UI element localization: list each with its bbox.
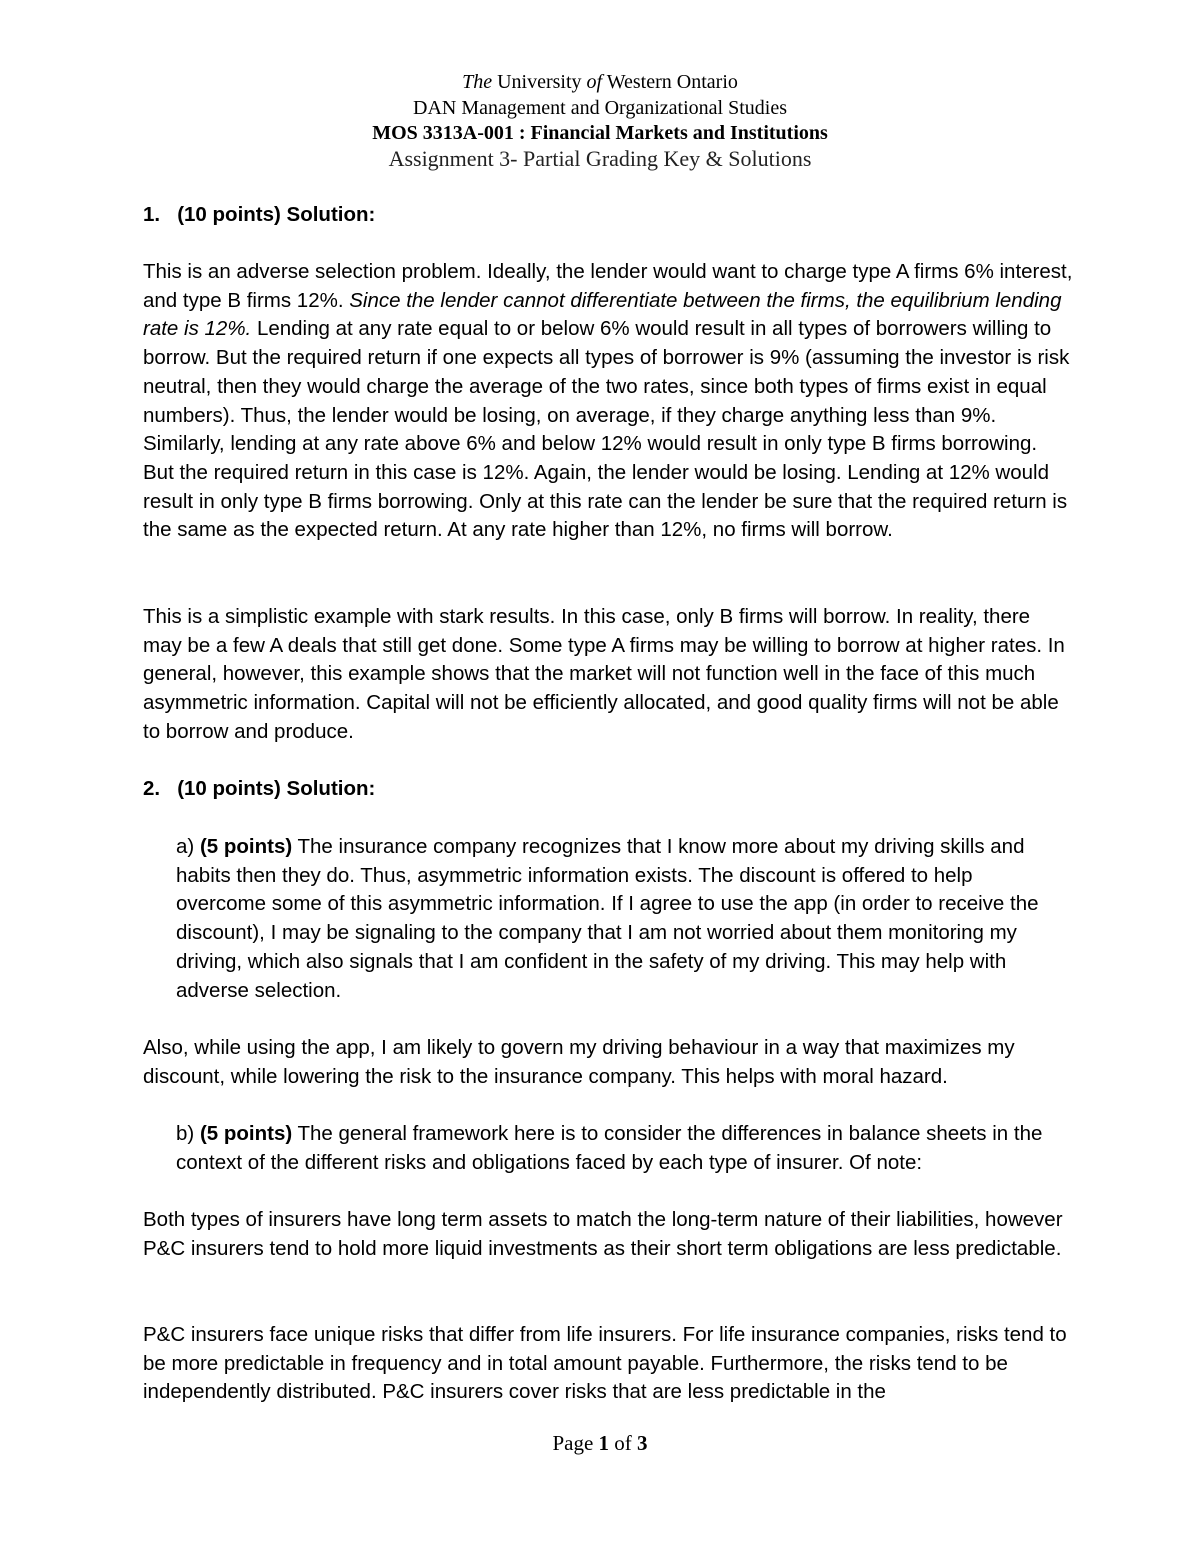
q2-part-a bbox=[176, 833, 1056, 1005]
q2-heading bbox=[143, 775, 1073, 804]
q2-part-b bbox=[176, 1120, 1056, 1177]
q2-a-label: a) bbox=[176, 835, 200, 858]
page-footer bbox=[0, 1430, 1200, 1456]
q2-a-text: The insurance company recognizes that I know more about my driving skills and habits then they do. Thus, asymmetric information exists. The discount is offered to help overcome some of this asymmetric information. If I agree to use the app (in order to receive the discount), I may be signaling to the company that I am not worried about them monitoring my driving, which also signals that I am confident in the safety of my driving. This may help with adverse selection. bbox=[176, 835, 1039, 1002]
q1-p1-italic: Since the lender cannot differentiate between the firms, the equilibrium lending rate is 12%. bbox=[143, 288, 1062, 341]
q1-paragraph-1 bbox=[143, 258, 1073, 545]
q1-heading bbox=[143, 201, 1073, 230]
q2-b-p1: Both types of insurers have long term assets to match the long-term nature of their liabilities, however P&C insurers tend to hold more liquid investments as their short term obligations are less predictable. bbox=[143, 1208, 1063, 1260]
q2-b-text: The general framework here is to consider the differences in balance sheets in the context of the different risks and obligations faced by each type of insurer. Of note: bbox=[176, 1122, 1043, 1174]
q2-b-paragraph-2 bbox=[143, 1321, 1073, 1407]
q2-b-points: (5 points) bbox=[199, 1122, 293, 1145]
q2-a-followup bbox=[143, 1034, 1073, 1091]
q2-b-p2: P&C insurers face unique risks that differ from life insurers. For life insurance companies, risks tend to be more predictable in frequency and in total amount payable. Furthermore, the risks tend to be independently distributed. P&C insurers cover risks that are less predictable in the bbox=[143, 1323, 1067, 1404]
university-the: The bbox=[462, 71, 493, 93]
q2-heading-text: (10 points) Solution: bbox=[177, 777, 376, 800]
university-line bbox=[0, 70, 1200, 94]
q1-number: 1. bbox=[143, 203, 161, 226]
footer-page-total: 3 bbox=[637, 1431, 648, 1455]
q1-heading-text: (10 points) Solution: bbox=[177, 203, 376, 226]
q2-a-follow: Also, while using the app, I am likely to govern my driving behaviour in a way that maximizes my discount, while lowering the risk to the insurance company. This helps with moral hazard. bbox=[143, 1036, 1015, 1088]
q1-paragraph-2 bbox=[143, 603, 1073, 747]
q2-b-paragraph-1 bbox=[143, 1206, 1073, 1263]
q1-p1-a: This is an adverse selection problem. Ideally, the lender would want to charge type A firms 6% interest, and type B firms 12%. bbox=[143, 260, 1073, 312]
footer-page-word: Page bbox=[552, 1431, 599, 1455]
footer-of-word: of bbox=[609, 1431, 638, 1455]
q2-number: 2. bbox=[143, 777, 161, 800]
q1-p2: This is a simplistic example with stark results. In this case, only B firms will borrow. In reality, there may be a few A deals that still get done. Some type A firms may be willing to borrow at higher rates. In general, however, this example shows that the market will not function well in the face of this much asymmetric information. Capital will not be efficiently allocated, and good quality firms will not be able to borrow and produce. bbox=[143, 605, 1065, 743]
university-end: Western Ontario bbox=[602, 71, 738, 93]
course-line: MOS 3313A-001 : Financial Markets and Institutions bbox=[372, 122, 828, 144]
q2-b-label: b) bbox=[176, 1122, 200, 1145]
university-of: of bbox=[586, 71, 603, 93]
department-line: DAN Management and Organizational Studies bbox=[413, 97, 787, 119]
assignment-title: Assignment 3- Partial Grading Key & Solutions bbox=[388, 146, 812, 171]
university-mid: University bbox=[492, 71, 587, 93]
q1-p1-b: Lending at any rate equal to or below 6% would result in all types of borrowers willing to borrow. But the required return if one expects all types of borrower is 9% (assuming the investor is risk neutral, then they would charge the average of the two rates, since both types of firms exist in equal numbers). Thus, the lender would be losing, on average, if they charge anything less than 9%. Similarly, lending at any rate above 6% and below 12% would result in only type B firms borrowing. But the required return in this case is 12%. Again, the lender would be losing. Lending at 12% would result in only type B firms borrowing. Only at this rate can the lender be sure that the required return is the same as the expected return. At any rate higher than 12%, no firms will borrow. bbox=[143, 317, 1070, 542]
q2-a-points: (5 points) bbox=[199, 835, 293, 858]
footer-page-number: 1 bbox=[598, 1431, 610, 1455]
